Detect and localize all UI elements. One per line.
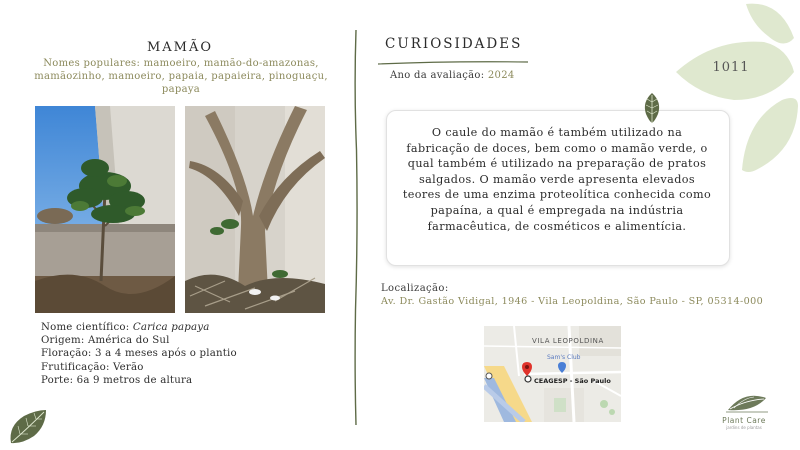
plant-photo-wide bbox=[35, 106, 175, 313]
plant-size: Porte: 6a 9 metros de altura bbox=[41, 374, 193, 386]
brand-tagline: jardins de plantas bbox=[726, 425, 762, 430]
curiosity-text: O caule do mamão é também utilizado na fabricação de doces, bem como o mamão verde, o qual também é utilizado na preparação de pratos salgados. O mamão verde apresenta elevados teores de uma enzima proteolítica conhecida como papaína, a qual é empregada na indústria farmacêutica, de cosméticos e alimentícia. bbox=[402, 126, 712, 233]
leaf-icon bbox=[642, 92, 662, 124]
plant-name: MAMÃO bbox=[146, 40, 214, 55]
scientific-name: Carica papaya bbox=[132, 322, 210, 333]
section-title: CURIOSIDADES bbox=[385, 36, 523, 52]
decorative-leaves bbox=[672, 0, 800, 180]
eval-label: Ano da avaliação: bbox=[390, 70, 488, 81]
location-label: Localização: bbox=[381, 283, 449, 294]
map-poi-icon bbox=[558, 362, 566, 373]
map-place-label: CEAGESP - São Paulo bbox=[534, 377, 611, 385]
leaf-icon bbox=[8, 408, 48, 446]
location-map[interactable] bbox=[484, 326, 621, 422]
brand-logo bbox=[724, 392, 770, 414]
column-divider bbox=[352, 30, 360, 425]
fruiting: Frutificação: Verão bbox=[41, 361, 144, 373]
popular-names: Nomes populares: mamoeiro, mamão-do-amazonas, mamãozinho, mamoeiro, papaia, papaieira, pinoguaçu, papaya bbox=[34, 58, 328, 95]
map-pin-icon bbox=[522, 362, 532, 376]
scientific-label: Nome científico: bbox=[41, 322, 133, 333]
origin: Origem: América do Sul bbox=[41, 335, 170, 347]
page-number: 1011 bbox=[712, 60, 750, 75]
map-district-label: VILA LEOPOLDINA bbox=[532, 337, 604, 345]
map-poi-label: Sam's Club bbox=[547, 354, 581, 361]
title-underline bbox=[378, 52, 528, 60]
location-address: Av. Dr. Gastão Vidigal, 1946 - Vila Leopoldina, São Paulo - SP, 05314-000 bbox=[381, 296, 764, 307]
eval-value: 2024 bbox=[487, 70, 515, 81]
scientific-name-row bbox=[41, 321, 237, 334]
flowering: Floração: 3 a 4 meses após o plantio bbox=[41, 348, 237, 360]
evaluation-year bbox=[390, 70, 515, 81]
brand-name: Plant Care bbox=[722, 416, 766, 425]
plant-facts bbox=[41, 321, 237, 387]
plant-photo-trunk bbox=[185, 106, 325, 313]
